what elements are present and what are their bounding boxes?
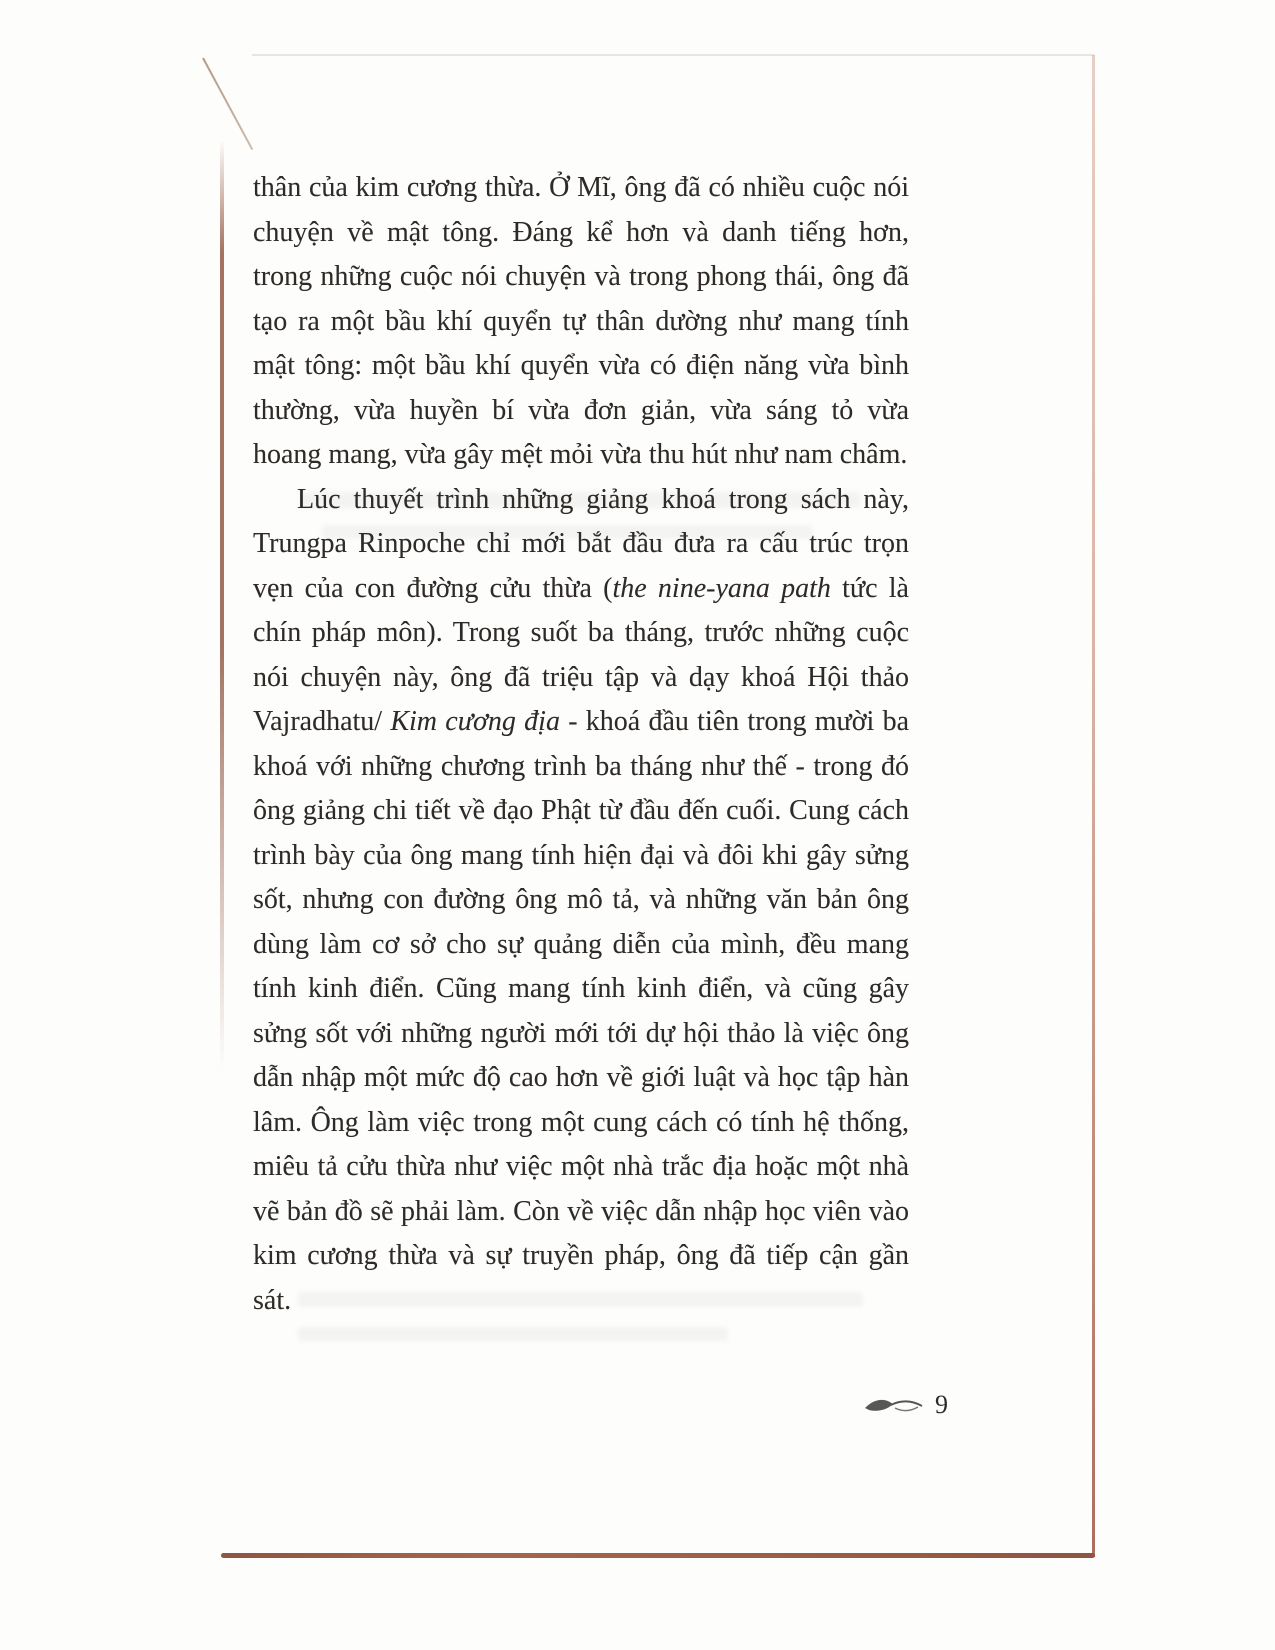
paragraph-2-italic-nine-yana: the nine-yana path xyxy=(612,572,831,604)
paragraph-2-text: Lúc thuyết trình những giảng khoá trong sách này, Trungpa Rinpoche chỉ mới bắt đầu đưa ra cấu trúc trọn vẹn của con đường cửu thừa ( xyxy=(253,483,909,604)
page-corner-fold-edge xyxy=(202,58,253,151)
paragraph-2-text: tức là chín pháp môn). Trong suốt ba tháng, trước những cuộc nói chuyện này, ông đã triệu tập và dạy khoá Hội thảo Vajradhatu/ xyxy=(253,572,909,737)
paragraph-2 xyxy=(253,478,909,1324)
right-page-edge xyxy=(1092,55,1095,1557)
bottom-page-edge xyxy=(221,1553,1095,1558)
page-footer xyxy=(828,1388,948,1422)
bleed-through-text xyxy=(298,1327,728,1341)
paragraph-2-italic-kim-cuong-dia: Kim cương địa xyxy=(390,706,560,737)
page-number: 9 xyxy=(935,1390,948,1419)
text-block xyxy=(253,166,909,1323)
paragraph-1-text: thân của kim cương thừa. Ở Mĩ, ông đã có nhiều cuộc nói chuyện về mật tông. Đáng kể hơn và danh tiếng hơn, trong những cuộc nói chuyện và trong phong thái, ông đã tạo ra một bầu khí quyển tự thân dường như mang tính mật tông: một bầu khí quyển vừa có điện năng vừa bình thường, vừa huyền bí vừa đơn giản, vừa sáng tỏ vừa hoang mang, vừa gây mệt mỏi vừa thu hút như nam châm. xyxy=(253,172,909,470)
paragraph-1 xyxy=(253,166,909,478)
paragraph-2-text: - khoá đầu tiên trong mười ba khoá với những chương trình ba tháng như thế - trong đó ông giảng chi tiết về đạo Phật từ đầu đến cuối. Cung cách trình bày của ông mang tính hiện đại và đôi khi gây sửng sốt, nhưng con đường ông mô tả, và những văn bản ông dùng làm cơ sở cho sự quảng diễn của mình, đều mang tính kinh điển. Cũng mang tính kinh điển, và cũng gây sửng sốt với những người mới tới dự hội thảo là việc ông dẫn nhập một mức độ cao hơn về giới luật và học tập hàn lâm. Ông làm việc trong một cung cách có tính hệ thống, miêu tả cửu thừa như việc một nhà trắc địa hoặc một nhà vẽ bản đồ sẽ phải làm. Còn về việc dẫn nhập học viên vào kim cương thừa và sự truyền pháp, ông đã tiếp cận gần sát. xyxy=(253,706,909,1316)
top-page-edge xyxy=(252,54,1094,56)
ornament-flourish-icon xyxy=(861,1392,925,1418)
left-page-edge xyxy=(220,140,224,1070)
